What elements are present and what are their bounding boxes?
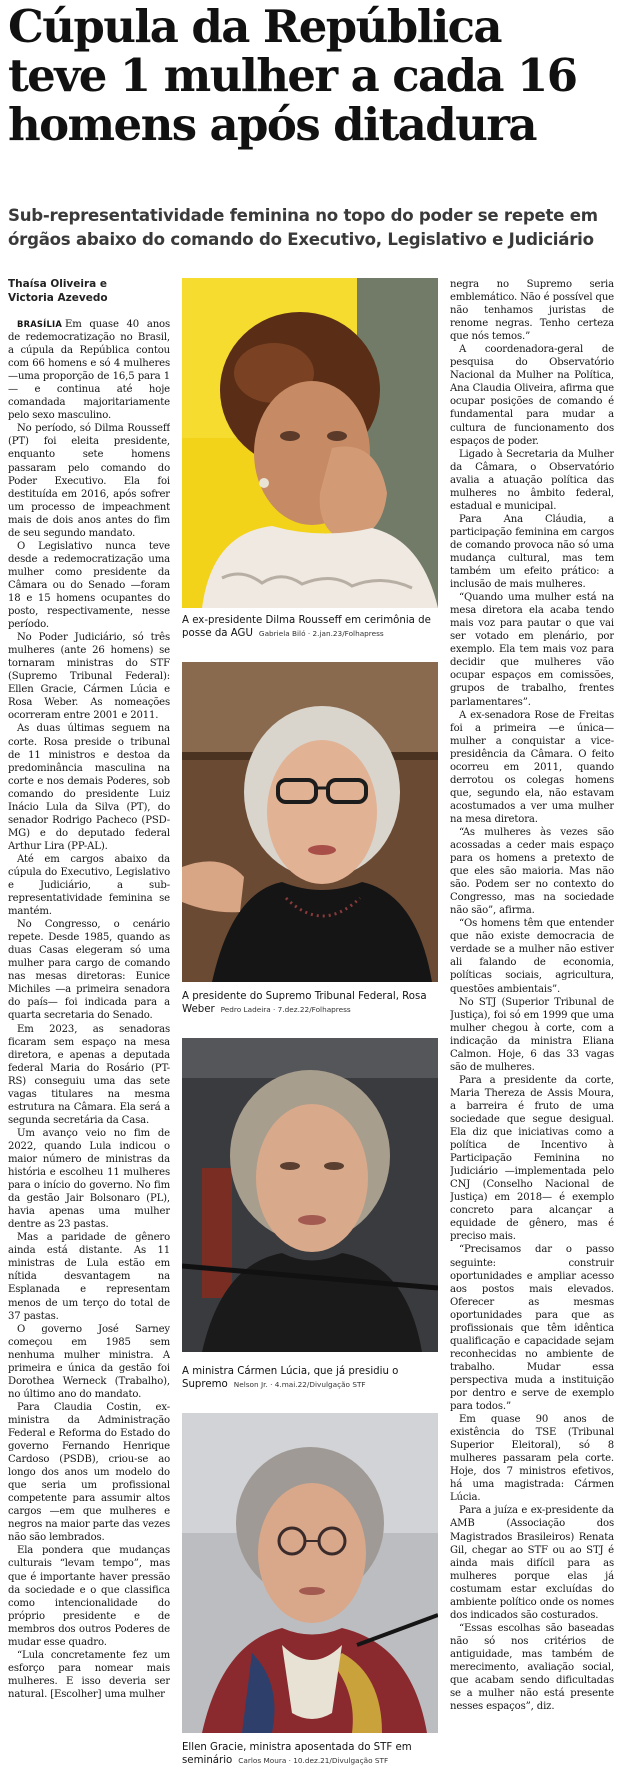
paragraph: negra no Supremo seria emblemático. Não é possível que não tenhamos juristas de renome negras. Tenho certeza que nós temos.” bbox=[450, 279, 614, 343]
caption-text: A presidente do Supremo Tribunal Federal, Rosa Weber bbox=[182, 991, 427, 1015]
byline bbox=[8, 277, 170, 305]
caption-text: A ministra Cármen Lúcia, que já presidiu o Supremo bbox=[182, 1366, 399, 1390]
photo-caption bbox=[182, 1741, 438, 1767]
paragraph: No Congresso, o cenário repete. Desde 1985, quando as duas Casas elegeram só uma mulher para cargo de comando nas mesas diretoras: Eunice Michiles —a primeira senadora do país— foi indicada para a quarta secretaria do Senado. bbox=[8, 919, 170, 1022]
photo-caption bbox=[182, 614, 438, 640]
paragraph: “Precisamos dar o passo seguinte: construir oportunidades e ampliar acesso aos postos mais elevados. Oferecer as mesmas oportunidades para que as profissionais que têm idêntica qualificação e capacidade sejam reconhecidas no ambiente de trabalho. Mudar essa perspectiva muda a instituição por dentro e serve de exemplo para todos.” bbox=[450, 1244, 614, 1413]
dateline: BRASÍLIA bbox=[17, 319, 62, 329]
photo-rosa-weber bbox=[182, 662, 438, 982]
photo-credit: Carlos Moura · 10.dez.21/Divulgação STF bbox=[238, 1756, 389, 1765]
paragraph: As duas últimas seguem na corte. Rosa preside o tribunal de 11 ministros e destoa da predominância masculina na corte e nos demais Poderes, sob comando do presidente Luiz Inácio Lula da Silva (PT), do senador Rodrigo Pacheco (PSD-MG) e do deputado federal Arthur Lira (PP-AL). bbox=[8, 723, 170, 852]
paragraph: A ex-senadora Rose de Freitas foi a primeira —e única— mulher a conquistar a vice-presidência da Câmara. O feito ocorreu em 2011, quando derrotou os colegas homens que, segundo ela, não estavam acostumados a ver uma mulher na mesa diretora. bbox=[450, 709, 614, 825]
paragraph: No período, só Dilma Rousseff (PT) foi eleita presidente, enquanto sete homens passaram pelo comando do Poder Executivo. Ela foi destituída em 2016, após sofrer um processo de impeachment mais de dois anos antes do fim de seu segundo mandato. bbox=[8, 423, 170, 539]
paragraph: O Legislativo nunca teve desde a redemocratização uma mulher como presidente da Câmara ou do Senado —foram 18 e 15 homens ocupantes do posto, respectivamente, nesse período. bbox=[8, 540, 170, 631]
photo-caption bbox=[182, 990, 438, 1016]
paragraph-text: Em quase 40 anos de redemocratização no Brasil, a cúpula da República contou com 66 homens e só 4 mulheres —uma proporção de 16,5 para 1— e continua até hoje comandada majoritariamente pelo sexo masculino. bbox=[8, 319, 170, 422]
photo-ellen-gracie bbox=[182, 1413, 438, 1733]
subheadline bbox=[8, 204, 614, 252]
paragraph: Para Claudia Costin, ex-ministra da Administração Federal e Reforma do Estado do governo Fernando Henrique Cardoso (PSDB), criou-se ao longo dos anos um modelo do que seria um profissional competente para assumir altos cargos —em que mulheres e negros na maior parte das vezes não são lembrados. bbox=[8, 1401, 170, 1544]
photo-credit: Nelson Jr. · 4.mai.22/Divulgação STF bbox=[233, 1380, 366, 1389]
paragraph: A coordenadora-geral de pesquisa do Observatório Nacional da Mulher na Política, Ana Claudia Oliveira, afirma que ocupar posições de comando é fundamental para mudar a cultura de funcionamento dos espaços de poder. bbox=[450, 344, 614, 447]
paragraph: “Lula concretamente fez um esforço para nomear mais mulheres. E isso deveria ser natural. [Escolher] uma mulher bbox=[8, 1649, 170, 1700]
headline-line: Cúpula da República bbox=[8, 0, 501, 53]
paragraph: Para Ana Cláudia, a participação feminina em cargos de comando provoca não só uma mudança cultural, mas tem também um efeito prático: a inclusão de mais mulheres. bbox=[450, 513, 614, 591]
paragraph: Para a juíza e ex-presidente da AMB (Associação dos Magistrados Brasileiros) Renata Gil, chegar ao STF ou ao STJ é ainda mais difícil para as mulheres porque elas já costumam estar excluídas do ambiente político onde os nomes dos indicados são costurados. bbox=[450, 1505, 614, 1621]
article-column-left bbox=[8, 318, 170, 1780]
paragraph: Para a presidente da corte, Maria Thereza de Assis Moura, a barreira é fruto de uma sociedade que segue desigual. Ela diz que iniciativas como a política de Incentivo à Participação Feminina no Judiciário —implementada pelo CNJ (Conselho Nacional de Justiça) em 2018— é exemplo concreto para alcançar a equidade de gênero, mas é preciso mais. bbox=[450, 1074, 614, 1243]
subhead-line: órgãos abaixo do comando do Executivo, Legislativo e Judiciário bbox=[8, 230, 594, 249]
paragraph: No STJ (Superior Tribunal de Justiça), foi só em 1999 que uma mulher chegou à corte, com a indicação da ministra Eliana Calmon. Hoje, 6 das 33 vagas são de mulheres. bbox=[450, 996, 614, 1073]
paragraph: Ligado à Secretaria da Mulher da Câmara, o Observatório avalia a atuação política das mulheres no âmbito federal, estadual e municipal. bbox=[450, 448, 614, 512]
caption-text: A ex-presidente Dilma Rousseff em cerimônia de posse da AGU bbox=[182, 615, 431, 639]
paragraph: Mas a paridade de gênero ainda está distante. As 11 ministras de Lula estão em nítida desvantagem na Esplanada e representam menos de um terço do total de 37 pastas. bbox=[8, 1232, 170, 1322]
paragraph: O governo José Sarney começou em 1985 sem nenhuma mulher ministra. A primeira e única da gestão foi Dorothea Werneck (Trabalho), no último ano do mandato. bbox=[8, 1323, 170, 1400]
headline-line: teve 1 mulher a cada 16 bbox=[8, 49, 577, 102]
byline-line: Thaísa Oliveira e bbox=[8, 278, 108, 290]
paragraph: “Quando uma mulher está na mesa diretora ela acaba tendo mais voz para pautar o que vai ser votado em plenário, por exemplo. Ela tem mais voz para decidir que mulheres vão ocupar espaços em comissões, grupos de trabalho, frentes parlamentares”. bbox=[450, 592, 614, 708]
photo-credit: Pedro Ladeira · 7.dez.22/Folhapress bbox=[220, 1005, 351, 1014]
headline bbox=[8, 2, 614, 149]
paragraph bbox=[8, 318, 170, 422]
paragraph: Um avanço veio no fim de 2022, quando Lula indicou o maior número de ministras da história e escolheu 11 mulheres para o início do governo. No fim da gestão Jair Bolsonaro (PL), havia apenas uma mulher dentre as 23 pastas. bbox=[8, 1127, 170, 1231]
caption-text: Ellen Gracie, ministra aposentada do STF em seminário bbox=[182, 1742, 412, 1766]
photo-carmen-lucia bbox=[182, 1038, 438, 1352]
subhead-line: Sub-representatividade feminina no topo do poder se repete em bbox=[8, 206, 598, 225]
paragraph: Em quase 90 anos de existência do TSE (Tribunal Superior Eleitoral), só 8 mulheres passaram pela corte. Hoje, dos 7 ministros efetivos, há uma magistrada: Cármen Lúcia. bbox=[450, 1414, 614, 1504]
paragraph: “Essas escolhas são baseadas não só nos critérios de antiguidade, mas também de merecimento, avaliação social, que acabam sendo dificultadas se a mulher não está presente nesses espaços”, diz. bbox=[450, 1622, 614, 1713]
photo-caption bbox=[182, 1365, 438, 1391]
article-column-right bbox=[450, 278, 614, 1780]
photo-dilma-rousseff bbox=[182, 278, 438, 608]
paragraph: Em 2023, as senadoras ficaram sem espaço na mesa diretora, e apenas a deputada federal Maria do Rosário (PT-RS) conseguiu uma das sete vagas titulares na mesma estrutura na Câmara. Ela será a segunda secretária da Casa. bbox=[8, 1023, 170, 1126]
photo-credit: Gabriela Biló · 2.jan.23/Folhapress bbox=[258, 629, 384, 638]
paragraph: “As mulheres às vezes são acossadas a ceder mais espaço para os homens a pretexto de que eles são maioria. Mas não são. Podem ser no contexto do Congresso, mas na sociedade não são”, afirma. bbox=[450, 826, 614, 917]
paragraph: No Poder Judiciário, só três mulheres (ante 26 homens) se tornaram ministras do STF (Supremo Tribunal Federal): Ellen Gracie, Cármen Lúcia e Rosa Weber. As nomeações ocorreram entre 2001 e 2011. bbox=[8, 632, 170, 722]
headline-line: homens após ditadura bbox=[8, 98, 536, 151]
paragraph: “Os homens têm que entender que não existe democracia de verdade se a mulher não estiver ali falando de economia, políticas sociais, agricultura, questões ambientais”. bbox=[450, 918, 614, 995]
byline-line: Victoria Azevedo bbox=[8, 292, 108, 304]
paragraph: Até em cargos abaixo da cúpula do Executivo, Legislativo e Judiciário, a sub-representatividade feminina se mantém. bbox=[8, 853, 170, 918]
paragraph: Ela pondera que mudanças culturais “levam tempo”, mas que é importante haver pressão da sociedade e o que classifica como intencionalidade do próprio presidente e de membros dos outros Poderes de mudar esse quadro. bbox=[8, 1545, 170, 1648]
